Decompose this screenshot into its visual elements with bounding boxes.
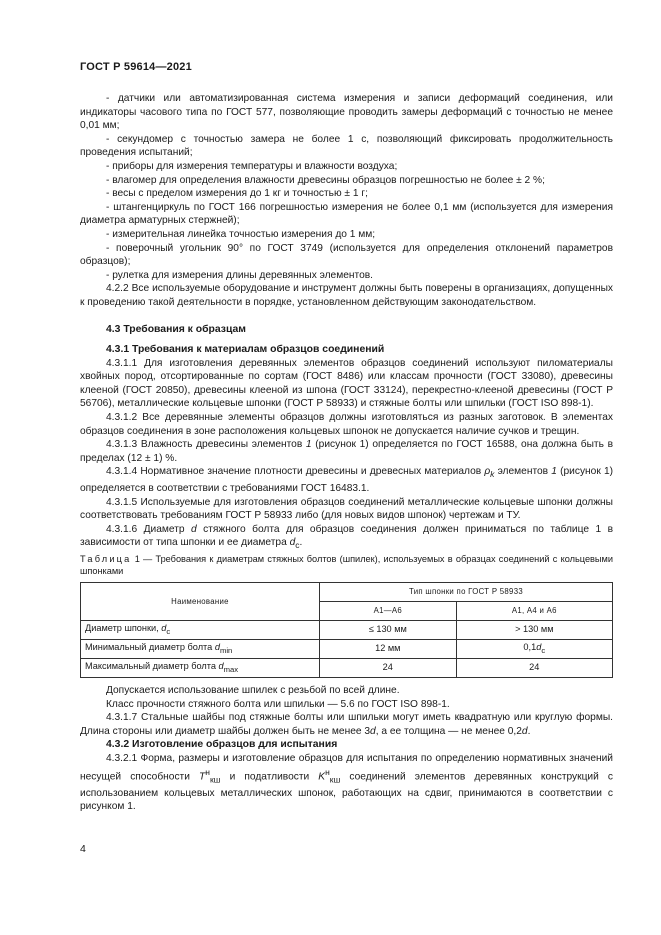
subsection-heading: 4.3.2 Изготовление образцов для испытания <box>106 739 338 751</box>
list-item: - штангенциркуль по ГОСТ 166 погрешностью измерения не более 0,1 мм (используется для измерения диаметра арматурных стержней); <box>80 201 613 227</box>
clause-4-2-2: 4.2.2 Все используемые оборудование и инструмент должны быть поверены в организациях, допущенных к проведению такой деятельности в порядке, установленном действующим законодательством. <box>80 283 613 308</box>
table-note: Класс прочности стяжного болта или шпильки — 5.6 по ГОСТ ISO 898-1. <box>106 698 450 710</box>
clause-4-3-1-7: 4.3.1.7 Стальные шайбы под стяжные болты или шпильки могут иметь квадратную или круглую формы. Длина стороны или диаметр шайбы должен быть не менее 3d, а ее толщина — не менее 0,2d. <box>80 712 613 737</box>
list-item: - влагомер для определения влажности древесины образцов погрешностью не более ± 2 %; <box>106 174 545 186</box>
list-item: - приборы для измерения температуры и влажности воздуха; <box>106 160 398 172</box>
clause-4-3-1-6: 4.3.1.6 Диаметр d стяжного болта для образцов соединения должен приниматься по таблице 1 в зависимости от типа шпонки и ее диаметра $d_c$. <box>80 523 613 551</box>
clause-4-3-1-4: 4.3.1.4 Нормативное значение плотности древесины и древесных материалов $\rho_k$ элементов 1 (рисунок 1) определяется в соответствии с требованиями ГОСТ 16483.1. <box>80 466 614 495</box>
table-header-group: Тип шпонки по ГОСТ Р 58933 <box>320 583 613 602</box>
table-header-sub-b: А1, А4 и А6 <box>456 602 612 621</box>
clause-4-3-1-3: 4.3.1.3 Влажность древесины элементов 1 (рисунок 1) определяется по ГОСТ 16588, она должна быть в пределах (12 ± 1) %. <box>80 439 613 464</box>
table-caption: Таблица 1 — Требования к диаметрам стяжных болтов (шпилек), используемых в образцах соединений с кольцевыми шпонками <box>80 554 613 577</box>
clause-4-3-2-1: 4.3.2.1 Форма, размеры и изготовление образцов для испытания по определению нормативных значений несущей способности $T^н_{кш}$ и податливости $K^н_{кш}$ соединений элементов деревянных конструкций с использованием кольцевых металлических шпонок, работающих на сдвиг, принимаются в соответствии с рисунком 1. <box>80 753 613 813</box>
list-item: - весы с пределом измерения до 1 кг и точностью ± 1 г; <box>106 188 368 200</box>
page-header: ГОСТ Р 59614—2021 <box>80 61 192 73</box>
clause-4-3-1-5: 4.3.1.5 Используемые для изготовления образцов соединений металлические кольцевые шпонки должны соответствовать требованиям ГОСТ Р 58933 либо (для новых видов шпонок) чертежам и ТУ. <box>80 496 613 522</box>
section-heading: 4.3 Требования к образцам <box>106 323 246 335</box>
list-item: - поверочный угольник 90° по ГОСТ 3749 (используется для определения отклонений параметров образцов); <box>80 242 613 268</box>
clause-4-3-1-2: 4.3.1.2 Все деревянные элементы образцов должны изготовляться из разных заготовок. В элементах образцов соединения в зоне расположения кольцевых шпонок не допускается наличие сучков и трещин. <box>80 412 613 437</box>
list-item: - датчики или автоматизированная система измерения и записи деформаций соединения, или индикаторы часового типа по ГОСТ 577, позволяющие проводить замеры деформаций с точностью не менее 0,01 мм; <box>80 93 613 132</box>
list-item: - секундомер с точностью замера не более 1 с, позволяющий фиксировать продолжительность проведения испытаний; <box>80 133 613 159</box>
bolt-requirements-table <box>80 582 613 678</box>
table-header-name: Наименование <box>81 583 320 621</box>
clause-4-3-1-1: 4.3.1.1 Для изготовления деревянных элементов образцов соединений используют пиломатериалы хвойных пород, отсортированные по сортам (ГОСТ 8486) или классам прочности (ГОСТ 33080), древесины клееной (ГОСТ 20850), древесины клееной из шпона (ГОСТ 33124), перекрестно-клееной древесины (ГОСТ Р 56706), металлические кольцевые шпонки (ГОСТ Р 58933) и стяжные болты или шпильки (ГОСТ ISO 898-1). <box>80 357 613 410</box>
table-row: Максимальный диаметр болта $d_{max}$ 24 24 <box>81 659 613 678</box>
list-item: - рулетка для измерения длины деревянных элементов. <box>106 269 373 281</box>
subsection-heading: 4.3.1 Требования к материалам образцов соединений <box>106 344 385 356</box>
table-header-sub-a: А1—А6 <box>320 602 457 621</box>
list-item: - измерительная линейка точностью измерения до 1 мм; <box>106 228 376 240</box>
page-number: 4 <box>80 843 86 855</box>
table-row: Диаметр шпонки, $d_c$ ≤ 130 мм > 130 мм <box>81 621 613 640</box>
table-row: Минимальный диаметр болта $d_{min}$ 12 мм $0,1d_c$ <box>81 640 613 659</box>
document-body <box>80 92 613 814</box>
table-note: Допускается использование шпилек с резьбой по всей длине. <box>106 685 400 697</box>
